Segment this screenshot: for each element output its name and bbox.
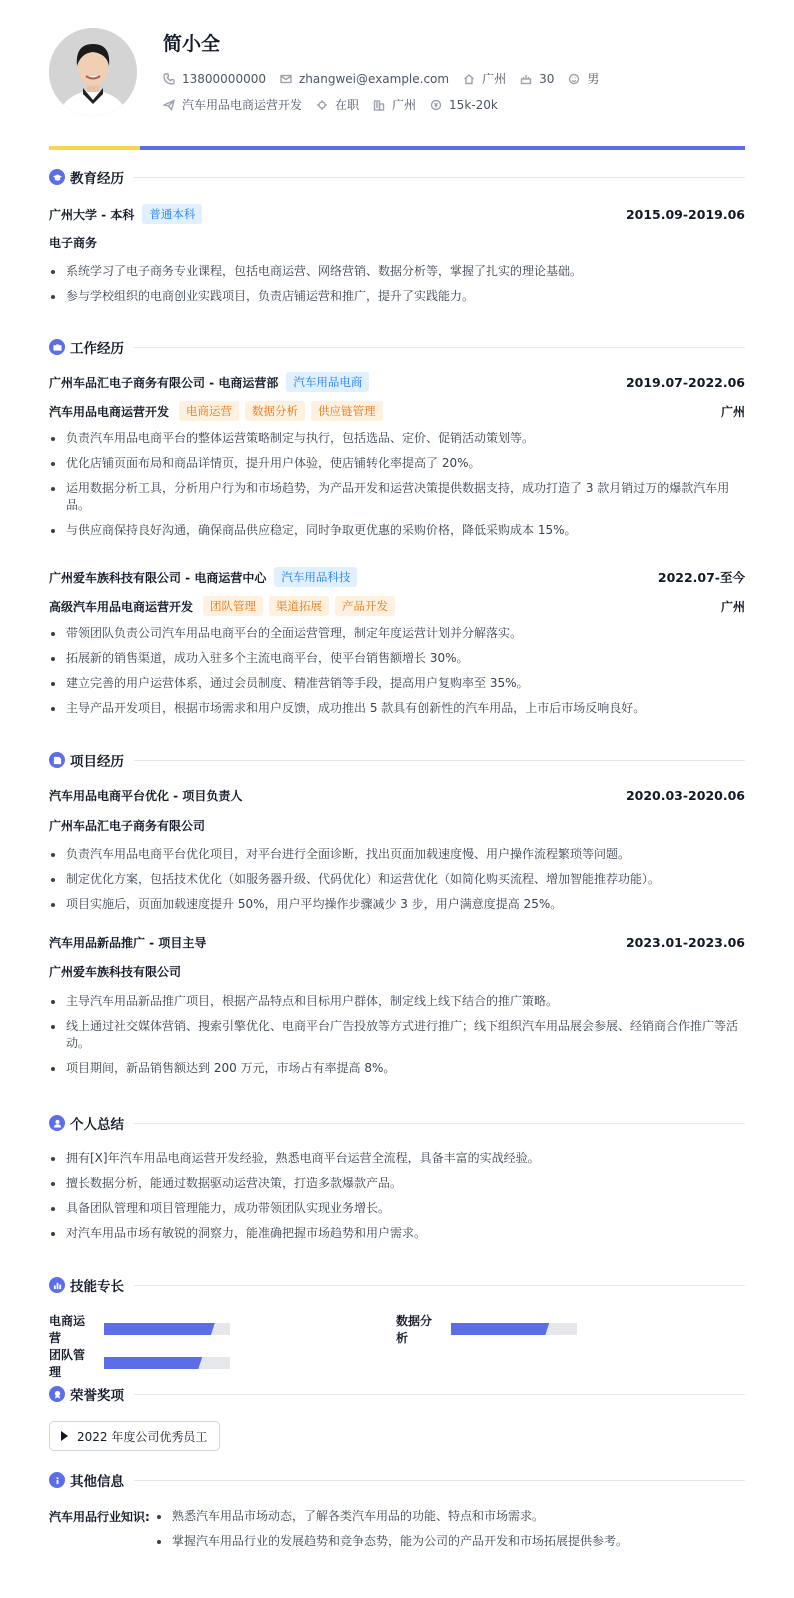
list-item: 优化店铺页面布局和商品详情页，提升用户体验，使店铺转化率提高了 20%。	[49, 455, 739, 472]
section-rule	[134, 1480, 745, 1481]
skill-tag: 团队管理	[203, 596, 263, 616]
project-header	[49, 934, 745, 951]
position-title: 高级汽车用品电商运营开发	[49, 599, 194, 614]
status-icon	[316, 99, 328, 111]
status-value: 在职	[335, 98, 360, 112]
list-item: 拓展新的销售渠道，成功入驻多个主流电商平台，使平台销售额增长 30%。	[49, 650, 739, 667]
section-title: 工作经历	[70, 341, 124, 357]
company-name: 广州车品汇电子商务有限公司 - 电商运营部	[49, 375, 279, 390]
school-name: 广州大学 - 本科	[49, 207, 135, 222]
phone-value: 13800000000	[182, 71, 266, 86]
section-title: 教育经历	[70, 171, 124, 187]
project-bullets	[49, 993, 739, 1085]
company-name: 广州爱车族科技有限公司 - 电商运营中心	[49, 570, 267, 585]
list-item: 熟悉汽车用品市场动态，了解各类汽车用品的功能、特点和市场需求。	[155, 1508, 745, 1525]
list-item: 参与学校组织的电商创业实践项目，负责店铺运营和推广，提升了实践能力。	[49, 288, 739, 305]
target-job-item	[163, 96, 302, 113]
header-divider-accent	[49, 146, 140, 150]
city-value: 广州	[482, 72, 507, 86]
gender-icon	[568, 73, 580, 85]
skill-tag: 产品开发	[335, 596, 395, 616]
project-header	[49, 787, 745, 804]
work-bullets	[49, 430, 739, 547]
skill-name: 团队管理	[49, 1348, 86, 1379]
skill-bar-fill	[104, 1323, 215, 1335]
email-item	[280, 72, 449, 86]
section-title: 荣誉奖项	[70, 1388, 124, 1404]
section-title: 个人总结	[70, 1117, 124, 1133]
degree-tag: 普通本科	[142, 204, 202, 224]
summary-bullets	[49, 1150, 739, 1250]
list-item: 具备团队管理和项目管理能力，成功带领团队实现业务增长。	[49, 1200, 739, 1217]
job-intent-row	[163, 96, 512, 113]
work-header	[49, 567, 745, 587]
section-title: 其他信息	[70, 1474, 124, 1490]
work-location: 广州	[720, 404, 745, 419]
section-rule	[134, 177, 745, 178]
list-item: 主导产品开发项目，根据市场需求和用户反馈，成功推出 5 款具有创新性的汽车用品，上市后市场反响良好。	[49, 700, 739, 717]
section-education	[49, 167, 745, 187]
list-item: 负责汽车用品电商平台的整体运营策略制定与执行，包括选品、定价、促销活动策划等。	[49, 430, 739, 447]
section-title: 技能专长	[70, 1279, 124, 1295]
project-date: 2023.01-2023.06	[625, 935, 745, 950]
major: 电子商务	[49, 236, 98, 250]
section-title: 项目经历	[70, 754, 124, 770]
list-item: 线上通过社交媒体营销、搜索引擎优化、电商平台广告投放等方式进行推广；线下组织汽车用品展会参展、经销商合作推广等活动。	[49, 1018, 739, 1052]
other-bullets	[155, 1508, 745, 1558]
skill-bar-fill	[104, 1357, 202, 1369]
section-work	[49, 337, 745, 357]
other-label: 汽车用品行业知识:	[49, 1510, 150, 1524]
list-item: 运用数据分析工具，分析用户行为和市场趋势，为产品开发和运营决策提供数据支持，成功打造了 3 款月销过万的爆款汽车用品。	[49, 480, 739, 514]
list-item: 带领团队负责公司汽车用品电商平台的全面运营管理，制定年度运营计划并分解落实。	[49, 625, 739, 642]
position-row	[49, 401, 745, 421]
education-date: 2015.09-2019.06	[625, 206, 745, 222]
work-header	[49, 372, 745, 392]
skill-item	[49, 1346, 230, 1380]
skill-tag: 数据分析	[245, 401, 305, 421]
list-item: 掌握汽车用品行业的发展趋势和竞争态势，能为公司的产品开发和市场拓展提供参考。	[155, 1533, 745, 1550]
briefcase-icon	[49, 339, 65, 355]
candidate-name: 简小全	[163, 33, 221, 55]
list-item: 主导汽车用品新品推广项目，根据产品特点和目标用户群体，制定线上线下结合的推广策略。	[49, 993, 739, 1010]
info-icon	[49, 1472, 65, 1488]
list-item: 建立完善的用户运营体系，通过会员制度、精准营销等手段，提高用户复购率至 35%。	[49, 675, 739, 692]
graduation-cap-icon	[49, 169, 65, 185]
target-city-item	[373, 96, 416, 113]
cake-icon	[520, 73, 532, 85]
industry-tag: 汽车用品电商	[286, 372, 369, 392]
send-icon	[163, 99, 175, 111]
phone-icon	[163, 73, 175, 85]
skill-tag: 渠道拓展	[269, 596, 329, 616]
list-item: 擅长数据分析，能通过数据驱动运营决策，打造多款爆款产品。	[49, 1175, 739, 1192]
status-item	[316, 96, 359, 113]
project-title: 汽车用品电商平台优化 - 项目负责人	[49, 789, 243, 803]
salary-value: 15k-20k	[449, 97, 498, 112]
skill-bar	[451, 1323, 577, 1335]
section-rule	[134, 1394, 745, 1395]
section-skills	[49, 1275, 745, 1295]
user-icon	[49, 1115, 65, 1131]
city-item	[463, 70, 506, 87]
list-item: 拥有[X]年汽车用品电商运营开发经验，熟悉电商平台运营全流程，具备丰富的实战经验。	[49, 1150, 739, 1167]
section-rule	[134, 1123, 745, 1124]
list-item: 负责汽车用品电商平台优化项目，对平台进行全面诊断，找出页面加载速度慢、用户操作流程繁琐等问题。	[49, 846, 739, 863]
mail-icon	[280, 73, 292, 85]
project-company: 广州车品汇电子商务有限公司	[49, 819, 206, 833]
project-icon	[49, 752, 65, 768]
award-label: 2022 年度公司优秀员工	[77, 1429, 208, 1444]
target-city-value: 广州	[392, 98, 417, 112]
avatar	[49, 28, 137, 116]
resume-header	[49, 28, 745, 120]
skill-item	[49, 1312, 230, 1346]
skill-item	[396, 1312, 577, 1346]
email-value: zhangwei@example.com	[298, 71, 450, 86]
list-item: 项目期间，新品销售额达到 200 万元，市场占有率提高 8%。	[49, 1060, 739, 1077]
skill-tag: 供应链管理	[311, 401, 383, 421]
list-item: 项目实施后，页面加载速度提升 50%，用户平均操作步骤减少 3 步，用户满意度提高 25%。	[49, 896, 739, 913]
award-item[interactable]	[49, 1421, 220, 1451]
project-bullets	[49, 846, 739, 921]
target-job-value: 汽车用品电商运营开发	[182, 98, 303, 112]
skill-name: 电商运营	[49, 1314, 86, 1345]
work-location: 广州	[720, 599, 745, 614]
section-awards	[49, 1384, 745, 1404]
position-row	[49, 596, 745, 616]
home-icon	[463, 73, 475, 85]
header-divider	[49, 146, 745, 150]
age-value: 30	[539, 71, 555, 86]
project-date: 2020.03-2020.06	[625, 788, 745, 803]
section-other	[49, 1470, 745, 1490]
work-date: 2019.07-2022.06	[625, 374, 745, 390]
skill-bar-fill	[451, 1323, 549, 1335]
project-company: 广州爱车族科技有限公司	[49, 965, 182, 979]
section-rule	[134, 1285, 745, 1286]
salary-icon	[430, 99, 442, 111]
industry-tag: 汽车用品科技	[274, 567, 357, 587]
list-item: 制定优化方案，包括技术优化（如服务器升级、代码优化）和运营优化（如简化购买流程、增加智能推荐功能）。	[49, 871, 739, 888]
building-icon	[373, 99, 385, 111]
age-item	[520, 72, 554, 86]
section-rule	[134, 347, 745, 348]
education-header	[49, 204, 745, 224]
education-bullets	[49, 263, 739, 313]
section-summary	[49, 1113, 745, 1133]
skill-tag: 电商运营	[179, 401, 239, 421]
bar-chart-icon	[49, 1277, 65, 1293]
salary-item	[430, 98, 498, 112]
skill-bar	[104, 1357, 230, 1369]
list-item: 与供应商保持良好沟通，确保商品供应稳定，同时争取更优惠的采购价格，降低采购成本 15%。	[49, 522, 739, 539]
phone-item	[163, 72, 266, 86]
gender-value: 男	[587, 72, 600, 86]
gender-item	[568, 70, 599, 87]
skill-name: 数据分析	[396, 1314, 433, 1345]
section-projects	[49, 750, 745, 770]
work-bullets	[49, 625, 739, 725]
project-title: 汽车用品新品推广 - 项目主导	[49, 936, 207, 950]
section-rule	[134, 760, 745, 761]
contact-row	[163, 70, 613, 87]
play-icon	[61, 1431, 68, 1441]
skill-bar	[104, 1323, 230, 1335]
list-item: 对汽车用品市场有敏锐的洞察力，能准确把握市场趋势和用户需求。	[49, 1225, 739, 1242]
list-item: 系统学习了电子商务专业课程，包括电商运营、网络营销、数据分析等，掌握了扎实的理论基础。	[49, 263, 739, 280]
award-icon	[49, 1386, 65, 1402]
position-title: 汽车用品电商运营开发	[49, 404, 170, 419]
work-date: 2022.07-至今	[657, 570, 745, 585]
avatar-photo-icon	[49, 28, 137, 116]
